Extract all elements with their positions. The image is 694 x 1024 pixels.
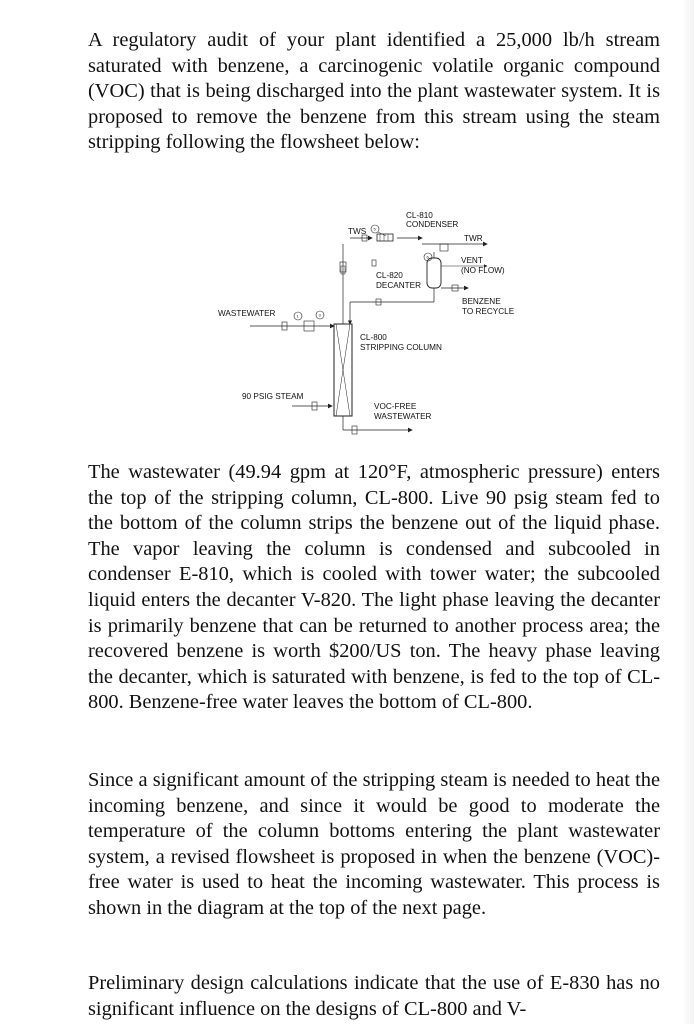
page-edge-shadow [682,0,694,1024]
decanter-name-label: DECANTER [376,281,422,290]
flowsheet-diagram [212,206,532,442]
svg-text:1: 1 [296,313,299,319]
vocfree-label-line2: WASTEWATER [374,412,432,421]
stream-1-marker [294,312,302,320]
decanter-v-820 [427,252,441,288]
stream-5-marker [371,225,379,233]
wastewater-label: WASTEWATER [218,309,276,318]
column-tag-label: CL-800 [360,333,387,342]
condenser-name-label: CONDENSER [406,220,459,229]
vent-label-line2: (NO FLOW) [461,266,505,275]
svg-text:5: 5 [373,226,376,232]
tws-label: TWS [348,227,367,236]
benzene-label-line1: BENZENE [462,297,501,306]
wastewater-inlet-line [250,321,334,331]
stream-3-marker [316,311,324,319]
revised-flowsheet-paragraph: Since a significant amount of the stripping steam is needed to heat the incoming benzene, and since it would be good to moderate the temperature of the column bottoms entering the plant wastewater system, a revised flowsheet is proposed in when the benzene (VOC)-free water is used to heat the incoming wastewater. This process is shown in the diagram at the top of the next page. [88,769,660,919]
steam-label: 90 PSIG STEAM [242,392,304,401]
decanter-tag-label: CL-820 [376,271,403,280]
intro-paragraph: A regulatory audit of your plant identified a 25,000 lb/h stream saturated with benzene, a carcinogenic volatile organic compound (VOC) that is being discharged into the plant wastewater system. It is proposed to remove the benzene from this stream using the steam stripping following the flowsheet below: [88,29,660,154]
benzene-line [441,285,468,291]
vent-label-line1: VENT [461,256,483,265]
stripping-column-cl-800 [334,324,352,416]
column-name-label: STRIPPING COLUMN [360,343,442,352]
design-calculations-paragraph: Preliminary design calculations indicate that the use of E-830 has no significant influence on the designs of CL-800 and V- [88,972,660,1020]
benzene-label-line2: TO RECYCLE [462,307,515,316]
decanter-valve [372,260,376,266]
svg-text:3: 3 [318,312,321,318]
twr-label: TWR [464,234,483,243]
heavy-phase-line [350,288,434,324]
steam-inlet-line [292,402,332,410]
process-description-paragraph: The wastewater (49.94 gpm at 120°F, atmospheric pressure) enters the top of the stripping column, CL-800. Live 90 psig steam fed to the bottom of the column strips the benzene out of the liquid phase. The vapor leaving the column is condensed and subcooled in condenser E-810, which is cooled with tower water; the subcooled liquid enters the decanter V-820. The light phase leaving the decanter is primarily benzene that can be returned to another process area; the recovered benzene is worth $200/US ton. The heavy phase leaving the decanter, which is saturated with benzene, is fed to the top of CL-800. Benzene-free water leaves the bottom of CL-800. [88,461,660,714]
vocfree-label-line1: VOC-FREE [374,402,417,411]
condenser-cl-810 [377,211,458,241]
svg-text:6: 6 [426,254,429,260]
condenser-tag-label: CL-810 [406,211,433,220]
